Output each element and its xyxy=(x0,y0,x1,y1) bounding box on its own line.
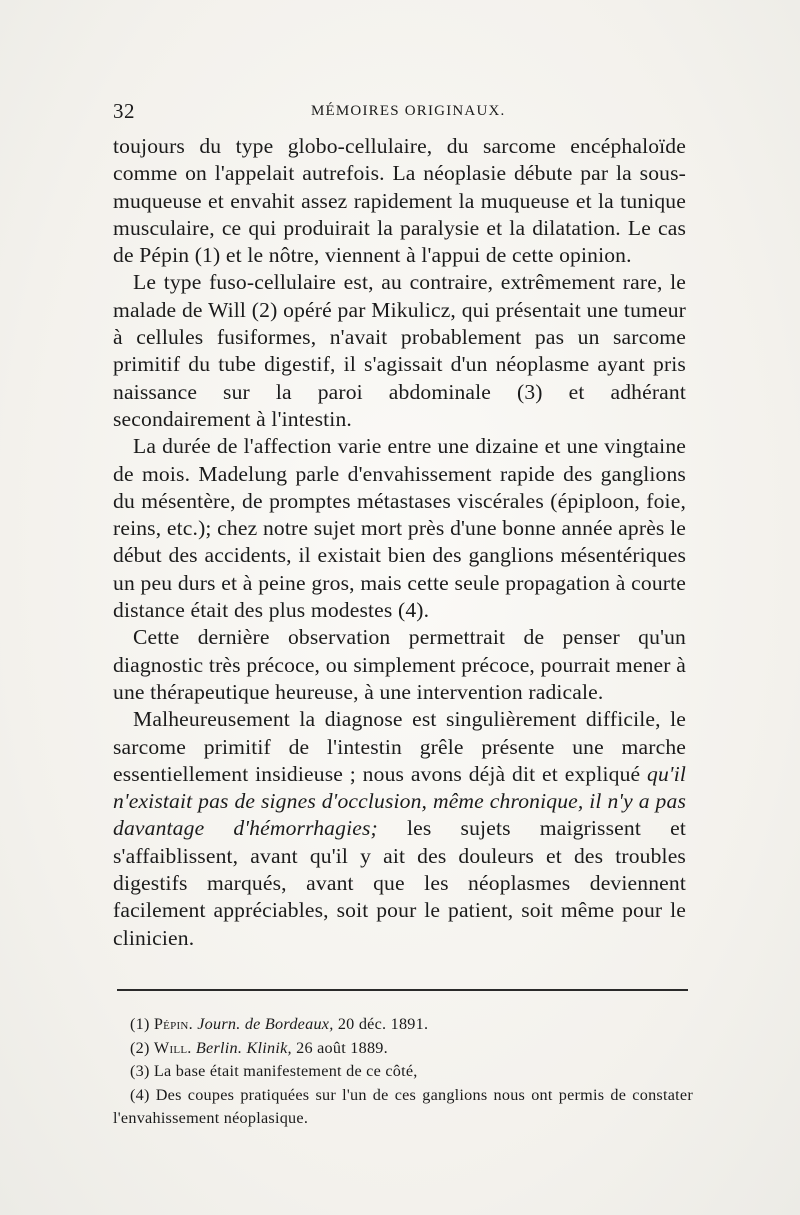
running-head: MÉMOIRES ORIGINAUX. xyxy=(311,103,506,119)
footnote-1-journal: Journ. de Bordeaux, xyxy=(197,1015,334,1033)
footnote-rule xyxy=(117,989,688,991)
footnote-1-rest: 20 déc. 1891. xyxy=(333,1015,429,1033)
footnote-4 xyxy=(113,1084,693,1131)
footnote-1-mark: (1) xyxy=(130,1015,150,1033)
footnotes xyxy=(113,1013,693,1131)
page-number: 32 xyxy=(113,99,135,123)
paragraph-4: Cette dernière observation permettrait de penser qu'un diagnostic très précoce, ou simplement précoce, pourrait mener à une thérapeutique heureuse, à une intervention radicale. xyxy=(113,625,686,704)
footnote-2 xyxy=(113,1037,693,1061)
body-text xyxy=(113,133,686,952)
footnote-2-journal: Berlin. Klinik, xyxy=(195,1038,292,1057)
paragraph-5 xyxy=(113,706,686,952)
paragraph-5-start: Malheureusement la diagnose est singulièrement difficile, le sarcome primitif de l'intestin grêle présente une marche essentiellement insidieuse ; nous avons déjà dit et expliqué xyxy=(113,707,686,786)
footnote-1-author: Pépin. xyxy=(153,1015,193,1033)
footnote-3 xyxy=(113,1060,693,1084)
footnote-4-mark: (4) xyxy=(130,1085,150,1104)
footnote-2-rest: 26 août 1889. xyxy=(291,1038,388,1057)
footnote-2-author: Will. xyxy=(153,1038,192,1057)
paragraph-1: toujours du type globo-cellulaire, du sarcome encéphaloïde comme on l'appelait autrefois. La néoplasie débute par la sous-muqueuse et envahit assez rapidement la muqueuse et la tunique musculaire, ce qui produirait la paralysie et la dilatation. Le cas de Pépin (1) et le nôtre, viennent à l'appui de cette opinion. xyxy=(113,134,686,268)
paragraph-5-end: les sujets maigrissent et s'affaiblissent, avant qu'il y ait des douleurs et des troubles digestifs marqués, avant que les néoplasmes deviennent facilement appréciables, soit pour le patient, soit même pour le clinicien. xyxy=(113,816,686,950)
page-header xyxy=(113,99,693,125)
footnote-1 xyxy=(113,1013,693,1037)
paragraph-5-italic: qu'il n'existait pas de signes d'occlusion, même chronique, il n'y a pas davantage d'hémorrhagies; xyxy=(113,761,686,841)
footnote-4-text: Des coupes pratiquées sur l'un de ces ganglions nous ont permis de constater l'envahissement néoplasique. xyxy=(113,1085,693,1128)
footnote-3-mark: (3) xyxy=(130,1062,150,1081)
paragraph-3: La durée de l'affection varie entre une dizaine et une vingtaine de mois. Madelung parle d'envahissement rapide des ganglions du mésentère, de promptes métastases viscérales (épiploon, foie, reins, etc.); chez notre sujet mort près d'une bonne année après le début des accidents, il existait bien des ganglions mésentériques un peu durs et à peine gros, mais cette seule propagation à courte distance était des plus modestes (4). xyxy=(113,434,686,623)
paragraph-2: Le type fuso-cellulaire est, au contraire, extrêmement rare, le malade de Will (2) opéré par Mikulicz, qui présentait une tumeur à cellules fusiformes, n'avait probablement pas un sarcome primitif du tube digestif, il s'agissait d'un néoplasme ayant pris naissance sur la paroi abdominale (3) et adhérant secondairement à l'intestin. xyxy=(113,270,686,431)
footnote-2-mark: (2) xyxy=(130,1038,150,1057)
footnote-3-text: La base était manifestement de ce côté, xyxy=(153,1062,418,1081)
